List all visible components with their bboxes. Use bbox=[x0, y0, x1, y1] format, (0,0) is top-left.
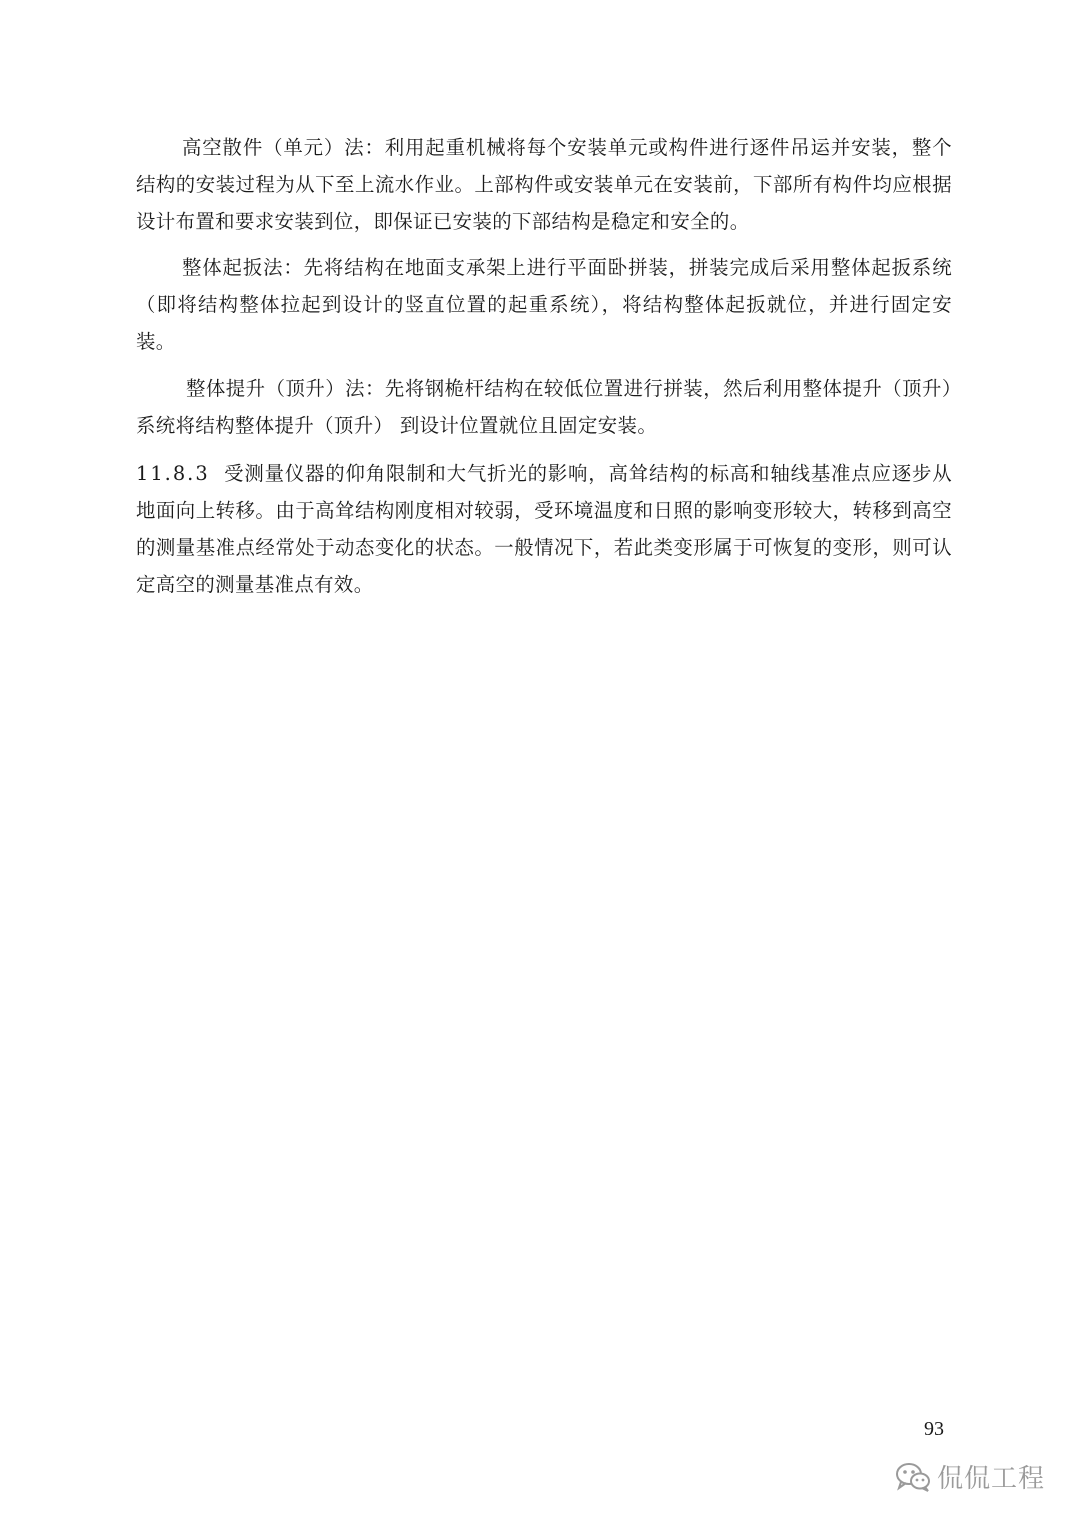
page-number: 93 bbox=[924, 1418, 944, 1440]
section-text: 受测量仪器的仰角限制和大气折光的影响，高耸结构的标高和轴线基准点应逐步从地面向上转移。由于高耸结构刚度相对较弱，受环境温度和日照的影响变形较大，转移到高空的测量基准点经常处于动态变化的状态。一般情况下，若此类变形属于可恢复的变形，则可认定高空的测量基准点有效。 bbox=[136, 462, 952, 596]
watermark bbox=[895, 1458, 1045, 1495]
wechat-icon bbox=[895, 1462, 931, 1492]
paragraph-high-altitude-assembly: 高空散件（单元）法：利用起重机械将每个安装单元或构件进行逐件吊运并安装，整个结构的安装过程为从下至上流水作业。上部构件或安装单元在安装前，下部所有构件均应根据设计布置和要求安装到位，即保证已安装的下部结构是稳定和安全的。 bbox=[136, 136, 952, 233]
section-number: 11.8.3 bbox=[136, 462, 210, 485]
watermark-text: 侃侃工程 bbox=[937, 1464, 1046, 1494]
paragraph-integral-lifting: 整体提升（顶升）法：先将钢桅杆结构在较低位置进行拼装，然后利用整体提升（顶升）系统将结构整体提升（顶升） 到设计位置就位且固定安装。 bbox=[136, 377, 952, 437]
section-11-8-3 bbox=[136, 455, 952, 603]
paragraph-integral-erection: 整体起扳法：先将结构在地面支承架上进行平面卧拼装，拼装完成后采用整体起扳系统（即将结构整体拉起到设计的竖直位置的起重系统），将结构整体起扳就位，并进行固定安装。 bbox=[136, 256, 952, 353]
